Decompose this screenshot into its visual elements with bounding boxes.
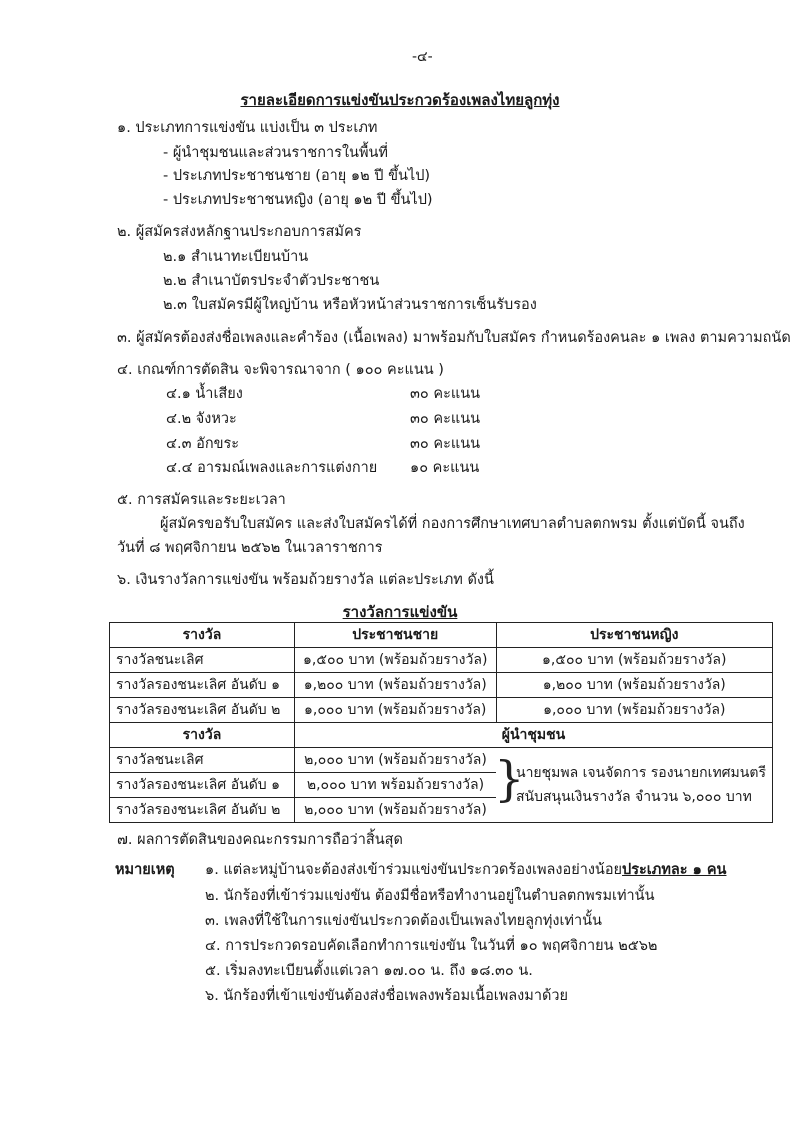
table-cell: รางวัลรองชนะเลิศ อันดับ ๑ <box>110 773 295 798</box>
criterion-points: ๑๐ คะแนน <box>410 460 480 476</box>
criterion-points: ๓๐ คะแนน <box>410 411 481 427</box>
remark-item: ๕. เริ่มลงทะเบียนตั้งแต่เวลา ๑๗.๐๐ น. ถึง ๑๘.๓๐ น. <box>205 963 533 979</box>
criterion-label: ๔.๒ จังหวะ <box>166 411 237 427</box>
page-number: -๔- <box>412 49 433 65</box>
remark-item: ๓. เพลงที่ใช้ในการแข่งขันประกวดต้องเป็นเพลงไทยลูกทุ่งเท่านั้น <box>205 913 602 929</box>
criterion-label: ๔.๓ อักขระ <box>166 436 240 452</box>
prize-table-title: รางวัลการแข่งขัน <box>342 603 458 621</box>
table-cell: ๑,๕๐๐ บาท (พร้อมถ้วยรางวัล) <box>496 648 773 673</box>
criterion-label: ๔.๑ น้ำเสียง <box>166 386 243 402</box>
section-3-heading: ๓. ผู้สมัครต้องส่งชื่อเพลงและคำร้อง (เนื้อเพลง) มาพร้อมกับใบสมัคร กำหนดร้องคนละ ๑ เพลง ตามความถนัด <box>117 330 791 346</box>
table-cell: รางวัลรองชนะเลิศ อันดับ ๑ <box>110 673 295 698</box>
table-cell: รางวัลรองชนะเลิศ อันดับ ๒ <box>110 798 295 823</box>
table-row <box>110 648 773 673</box>
table-cell: ๑,๒๐๐ บาท (พร้อมถ้วยรางวัล) <box>294 673 496 698</box>
table-cell: รางวัลชนะเลิศ <box>110 648 295 673</box>
section-7-heading: ๗. ผลการตัดสินของคณะกรรมการถือว่าสิ้นสุด <box>117 832 403 848</box>
table-header-cell: รางวัล <box>110 623 295 648</box>
section-2-heading: ๒. ผู้สมัครส่งหลักฐานประกอบการสมัคร <box>117 224 362 240</box>
table-cell: ๒,๐๐๐ บาท (พร้อมถ้วยรางวัล) <box>294 798 496 823</box>
section-5-line: ผู้สมัครขอรับใบสมัคร และส่งใบสมัครได้ที่ กองการศึกษาเทศบาลตำบลตกพรม ตั้งแต่บัดนี้ จนถึง <box>160 516 745 532</box>
table-header-cell: ประชาชนหญิง <box>496 623 773 648</box>
table-cell: ๑,๕๐๐ บาท (พร้อมถ้วยรางวัล) <box>294 648 496 673</box>
table-cell: รางวัลรองชนะเลิศ อันดับ ๒ <box>110 698 295 723</box>
sponsor-line: นายชุมพล เจนจัดการ รองนายกเทศมนตรี <box>516 765 766 781</box>
criterion-points: ๓๐ คะแนน <box>410 386 481 402</box>
section-1-item: - ผู้นำชุมชนและส่วนราชการในพื้นที่ <box>163 145 388 161</box>
section-2-item: ๒.๓ ใบสมัครมีผู้ใหญ่บ้าน หรือหัวหน้าส่วนราชการเซ็นรับรอง <box>163 297 537 313</box>
brace-icon: } <box>494 751 525 807</box>
document-title: รายละเอียดการแข่งขันประกวดร้องเพลงไทยลูกทุ่ง <box>240 91 560 109</box>
table-cell: ๑,๐๐๐ บาท (พร้อมถ้วยรางวัล) <box>496 698 773 723</box>
remark-item: ๖. นักร้องที่เข้าแข่งขันต้องส่งชื่อเพลงพร้อมเนื้อเพลงมาด้วย <box>205 988 569 1004</box>
remark-text: ๑. แต่ละหมู่บ้านจะต้องส่งเข้าร่วมแข่งขันประกวดร้องเพลงอย่างน้อย <box>205 862 623 878</box>
table-cell: รางวัลชนะเลิศ <box>110 748 295 773</box>
prize-table <box>109 622 773 823</box>
table-cell: ๑,๒๐๐ บาท (พร้อมถ้วยรางวัล) <box>496 673 773 698</box>
table-cell: ๑,๐๐๐ บาท (พร้อมถ้วยรางวัล) <box>294 698 496 723</box>
remark-item: ๔. การประกวดรอบคัดเลือกทำการแข่งขัน ในวันที่ ๑๐ พฤศจิกายน ๒๕๖๒ <box>205 938 658 954</box>
section-1-item: - ประเภทประชาชนชาย (อายุ ๑๒ ปี ขึ้นไป) <box>163 168 431 184</box>
section-1-heading: ๑. ประเภทการแข่งขัน แบ่งเป็น ๓ ประเภท <box>117 120 378 136</box>
remarks-label: หมายเหตุ <box>115 862 175 878</box>
table-row <box>110 673 773 698</box>
table-cell: ๒,๐๐๐ บาท (พร้อมถ้วยรางวัล) <box>294 748 496 773</box>
section-5-heading: ๕. การสมัครและระยะเวลา <box>117 492 286 508</box>
remark-item: ๒. นักร้องที่เข้าร่วมแข่งขัน ต้องมีชื่อหรือทำงานอยู่ในตำบลตกพรมเท่านั้น <box>205 888 655 904</box>
sponsor-note-cell <box>496 748 773 823</box>
table-header-cell: รางวัล <box>110 723 295 748</box>
sponsor-line: สนับสนุนเงินรางวัล จำนวน ๖,๐๐๐ บาท <box>516 789 752 805</box>
table-header-row <box>110 723 773 748</box>
table-cell: ๒,๐๐๐ บาท พร้อมถ้วยรางวัล) <box>294 773 496 798</box>
section-1-item: - ประเภทประชาชนหญิง (อายุ ๑๒ ปี ขึ้นไป) <box>163 192 433 208</box>
section-2-item: ๒.๑ สำเนาทะเบียนบ้าน <box>163 249 309 265</box>
remark-emphasis: ประเภทละ ๑ คน <box>622 862 727 878</box>
criterion-points: ๓๐ คะแนน <box>410 436 481 452</box>
table-header-cell: ประชาชนชาย <box>294 623 496 648</box>
section-2-item: ๒.๒ สำเนาบัตรประจำตัวประชาชน <box>163 273 380 289</box>
table-row <box>110 748 773 773</box>
criterion-label: ๔.๔ อารมณ์เพลงและการแต่งกาย <box>166 460 378 476</box>
section-5-line: วันที่ ๘ พฤศจิกายน ๒๕๖๒ ในเวลาราชการ <box>117 540 383 556</box>
table-header-row <box>110 623 773 648</box>
remark-item <box>205 858 726 881</box>
table-header-cell: ผู้นำชุมชน <box>294 723 772 748</box>
section-6-heading: ๖. เงินรางวัลการแข่งขัน พร้อมถ้วยรางวัล แต่ละประเภท ดังนี้ <box>117 572 494 588</box>
table-row <box>110 698 773 723</box>
section-4-heading: ๔. เกณฑ์การตัดสิน จะพิจารณาจาก ( ๑๐๐ คะแนน ) <box>117 362 444 378</box>
